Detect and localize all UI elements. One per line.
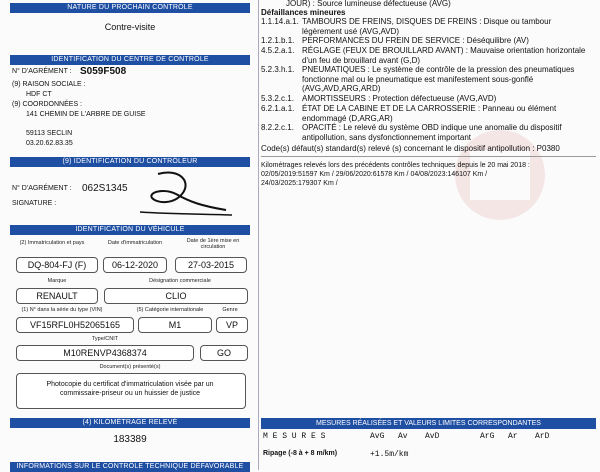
km-header: (4) KILOMÉTRAGE RELEVÉ [10,418,250,428]
date-immat-field: 06-12-2020 [103,257,167,273]
defect-text: fonctionne mal ou le pneumatique est manifestement sous-gonflé [302,74,534,84]
section-title: Défaillances mineures [261,8,346,17]
defect-text: légèrement usé (AVG,AVD) [302,26,400,36]
km-history-3: 24/03/2025:179307 Km / [261,180,338,187]
genre-field: VP [216,317,248,333]
centre-phone: 03.20.62.83.35 [26,140,73,147]
defect-code: 5.2.3.h.1. [261,65,295,75]
defect-item [261,94,596,104]
nature-header: NATURE DU PROCHAIN CONTRÔLE [10,3,250,13]
controleur-agrement: 062S1345 [82,183,128,194]
raison-label: (9) RAISON SOCIALE : [12,81,86,88]
measures-label: M E S U R E S [263,432,326,441]
defect-code: 8.2.2.c.1. [261,123,294,133]
col-avg: AvG [370,432,385,441]
top-line: JOUR) : Source lumineuse défectueuse (AVG) [286,0,451,8]
nature-value: Contre-visite [104,22,156,32]
centre-address: 141 CHEMIN DE L'ARBRE DE GUISE [26,111,146,118]
vin-field: VF15RFL0H52065165 [16,317,134,333]
designation-label: Désignation commerciale [149,278,211,284]
defect-text: RÉGLAGE (FEUX DE BROUILLARD AVANT) : Mauvaise orientation horizontale [302,46,586,56]
defect-text: (AVG,AVD,ARG,ARD) [302,84,381,94]
immat-label: (2) Immatriculation et pays [19,240,85,246]
defect-item [261,36,596,46]
col-ard: ArD [535,432,550,441]
defect-text: endommagé (D,ARG,AR) [302,113,393,123]
vehicule-header: IDENTIFICATION DU VÉHICULE [10,225,250,235]
type-label: Type/CNIT [91,336,119,342]
vin-label: (1) N° dans la série du type (VIN) [21,307,103,313]
signature-label: SIGNATURE : [12,200,57,207]
defect-item [261,46,596,65]
marque-label: Marque [47,278,67,284]
defect-code: 1.1.14.a.1. [261,17,299,26]
defect-text: OPACITÉ : Le relevé du système OBD indique une anomalie du dispositif [302,123,562,133]
centre-agrement: S059F508 [80,66,127,77]
type-field: M10RENVP4368374 [16,345,194,361]
col-av: Av [398,432,408,441]
col-ar: Ar [508,432,518,441]
defect-code: 5.3.2.c.1. [261,94,294,104]
defect-text: ÉTAT DE LA CABINE ET DE LA CARROSSERIE : Panneau ou élément [302,104,557,113]
date-immat-label: Date d'immatriculation [107,240,163,246]
bottom-header: INFORMATIONS SUR LE CONTRÔLE TECHNIQUE DÉFAVORABLE [10,462,250,472]
centre-city: 59113 SECLIN [26,130,73,137]
defect-item [261,104,596,123]
docs-label: Document(s) présenté(s) [99,364,161,370]
genre-label: Genre [222,307,238,313]
designation-field: CLIO [104,288,248,304]
coord-label: (9) COORDONNÉES : [12,101,83,108]
km-history-1: Kilométrages relevés lors des précédents contrôles techniques depuis le 20 mai 2018 : [261,162,530,169]
defect-text: d'un feu de brouillard avant (G,D) [302,55,421,65]
defect-text: antipollution, sans dysfonctionnement important [302,132,471,142]
categorie-field: M1 [138,317,212,333]
ripage-label: Ripage (-8 à + 8 m/km) [263,450,338,457]
centre-header: IDENTIFICATION DU CENTRE DE CONTRÔLE [10,55,250,65]
km-history-2: 02/05/2019:51597 Km / 29/06/2020:61578 Km / 04/08/2023:146107 Km / [261,171,488,178]
code-defaut: Code(s) défaut(s) standard(s) relevé (s) concernant le dispositif antipollution : P0380 [261,144,560,153]
raison-value: HDF CT [26,91,52,98]
ripage-value: +1.5m/km [370,450,409,459]
measures-header: MESURES RÉALISÉES ET VALEURS LIMITES CORRESPONDANTES [261,418,596,429]
col-arg: ArG [480,432,495,441]
defect-text: PERFORMANCES DU FREIN DE SERVICE : Déséquilibre (AV) [302,36,529,46]
col-avd: AvD [425,432,440,441]
docs-value: Photocopie du certificat d'immatriculation visée par un commissaire-priseur ou un huissier de justice [46,381,214,397]
categorie-label: (5) Catégorie internationale [136,307,204,313]
defect-code: 1.2.1.b.1. [261,36,295,46]
divider [261,156,596,157]
immat-field: DQ-804-FJ (F) [16,257,98,273]
km-value: 183389 [113,434,147,445]
controleur-agrement-label: N° D'AGRÉMENT : [12,185,72,192]
centre-agrement-label: N° D'AGRÉMENT : [12,68,72,75]
controleur-header: (9) IDENTIFICATION DU CONTRÔLEUR [10,157,250,167]
defect-text: AMORTISSEURS : Protection défectueuse (AVG,AVD) [302,94,497,104]
signature-image [130,168,240,223]
defect-item [261,123,596,142]
marque-field: RENAULT [16,288,98,304]
defect-item [261,65,596,94]
defect-code: 6.2.1.a.1. [261,104,295,113]
date-circ-label: Date de 1ère mise en circulation [186,238,240,250]
defect-item [261,17,596,36]
defect-text: PNEUMATIQUES : Le système de contrôle de la pression des pneumatiques [302,65,575,75]
defect-text: TAMBOURS DE FREINS, DISQUES DE FREINS : Disque ou tambour [302,17,552,26]
date-circ-field: 27-03-2015 [175,257,247,273]
defect-code: 4.5.2.a.1. [261,46,295,56]
energie-field: GO [200,345,248,361]
